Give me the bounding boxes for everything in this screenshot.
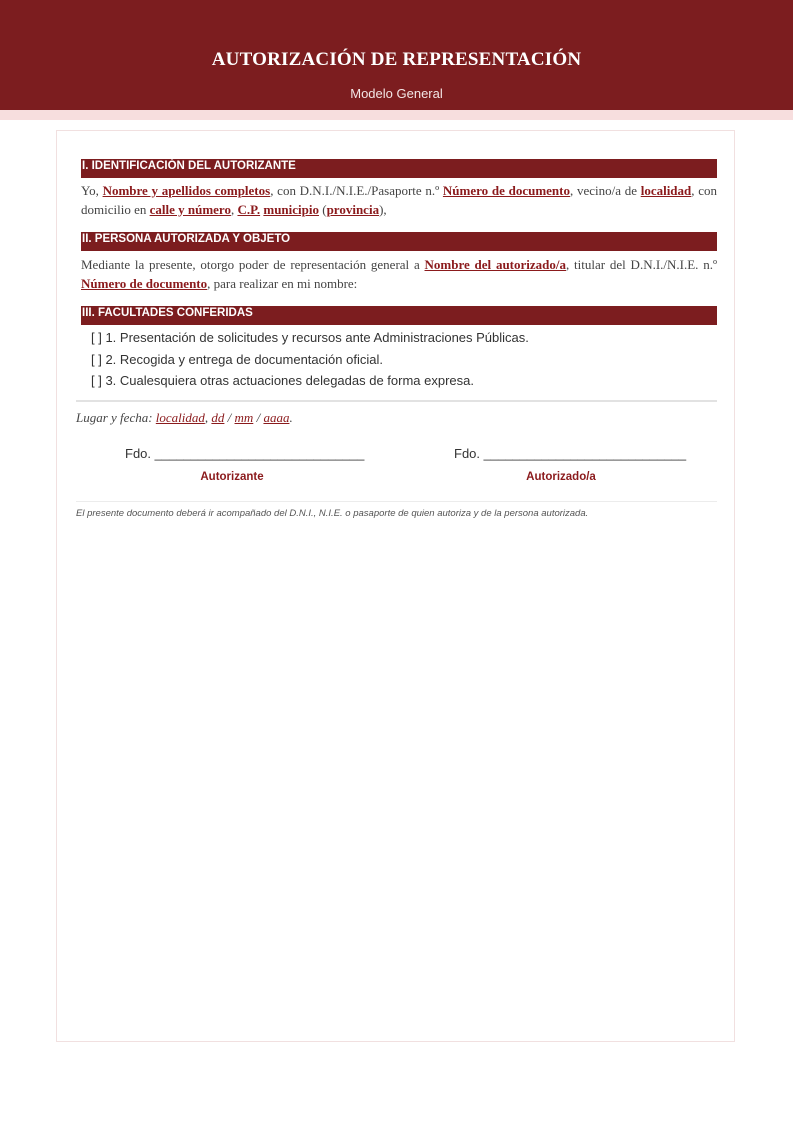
footnote: El presente documento deberá ir acompañado del D.N.I., N.I.E. o pasaporte de quien autoriza y de la persona autorizada. — [76, 508, 589, 519]
field-year[interactable]: aaaa — [263, 410, 290, 425]
section-1-heading: I. IDENTIFICACIÓN DEL AUTORIZANTE — [81, 159, 717, 178]
signature-line-authorizer[interactable]: Fdo. _____________________________ — [125, 446, 365, 461]
field-month[interactable]: mm — [234, 410, 254, 425]
divider — [76, 400, 717, 402]
text: , con domicilio en — [81, 183, 718, 217]
document-title: AUTORIZACIÓN DE REPRESENTACIÓN — [211, 49, 582, 70]
field-municipality[interactable]: municipio — [263, 201, 319, 217]
section-2-paragraph — [81, 256, 717, 293]
signature-role-authorizer: Autorizante — [200, 471, 264, 483]
faculty-item-2[interactable]: [ ] 2. Recogida y entrega de documentación oficial. — [91, 352, 383, 367]
text: ), — [379, 201, 387, 217]
faculty-item-1[interactable]: [ ] 1. Presentación de solicitudes y recursos ante Administraciones Públicas. — [91, 330, 529, 345]
field-authorizer-document[interactable]: Número de documento — [442, 183, 570, 198]
field-authorized-name[interactable]: Nombre del autorizado/a — [424, 257, 567, 272]
faculty-item-3[interactable]: [ ] 3. Cualesquiera otras actuaciones delegadas de forma expresa. — [91, 373, 475, 388]
signature-line-authorized[interactable]: Fdo. ____________________________ — [454, 446, 687, 461]
field-place[interactable]: localidad — [155, 410, 205, 425]
section-2-heading: II. PERSONA AUTORIZADA Y OBJETO — [81, 232, 717, 251]
text: Mediante la presente, otorgo poder de representación general a — [81, 257, 425, 272]
document-header — [0, 0, 793, 110]
divider — [76, 501, 717, 502]
text: . — [289, 410, 293, 425]
field-province[interactable]: provincia — [326, 201, 380, 217]
field-authorizer-name[interactable]: Nombre y apellidos completos — [102, 183, 271, 198]
place-date-label: Lugar y fecha: — [76, 410, 156, 425]
field-day[interactable]: dd — [211, 410, 225, 425]
header-stripe — [0, 110, 793, 120]
text: , para realizar en mi nombre: — [207, 275, 358, 291]
signature-role-authorized: Autorizado/a — [526, 471, 596, 483]
text: , con D.N.I./N.I.E./Pasaporte n.º — [270, 183, 443, 198]
text: ( — [318, 201, 327, 217]
place-and-date — [76, 410, 293, 426]
text: , vecino/a de — [569, 183, 641, 198]
text: , titular del D.N.I./N.I.E. n.º — [566, 257, 718, 272]
text: , — [204, 410, 212, 425]
section-3-heading: III. FACULTADES CONFERIDAS — [81, 306, 717, 325]
field-authorizer-locality[interactable]: localidad — [640, 183, 692, 198]
field-street[interactable]: calle y número — [149, 201, 231, 217]
section-1-paragraph — [81, 182, 717, 219]
text: / — [253, 410, 264, 425]
field-postal-code[interactable]: C.P. — [237, 201, 261, 217]
text: Yo, — [81, 183, 103, 198]
text: , — [230, 201, 238, 217]
field-authorized-document[interactable]: Número de documento — [81, 275, 208, 291]
text: / — [224, 410, 235, 425]
document-subtitle: Modelo General — [350, 86, 443, 101]
